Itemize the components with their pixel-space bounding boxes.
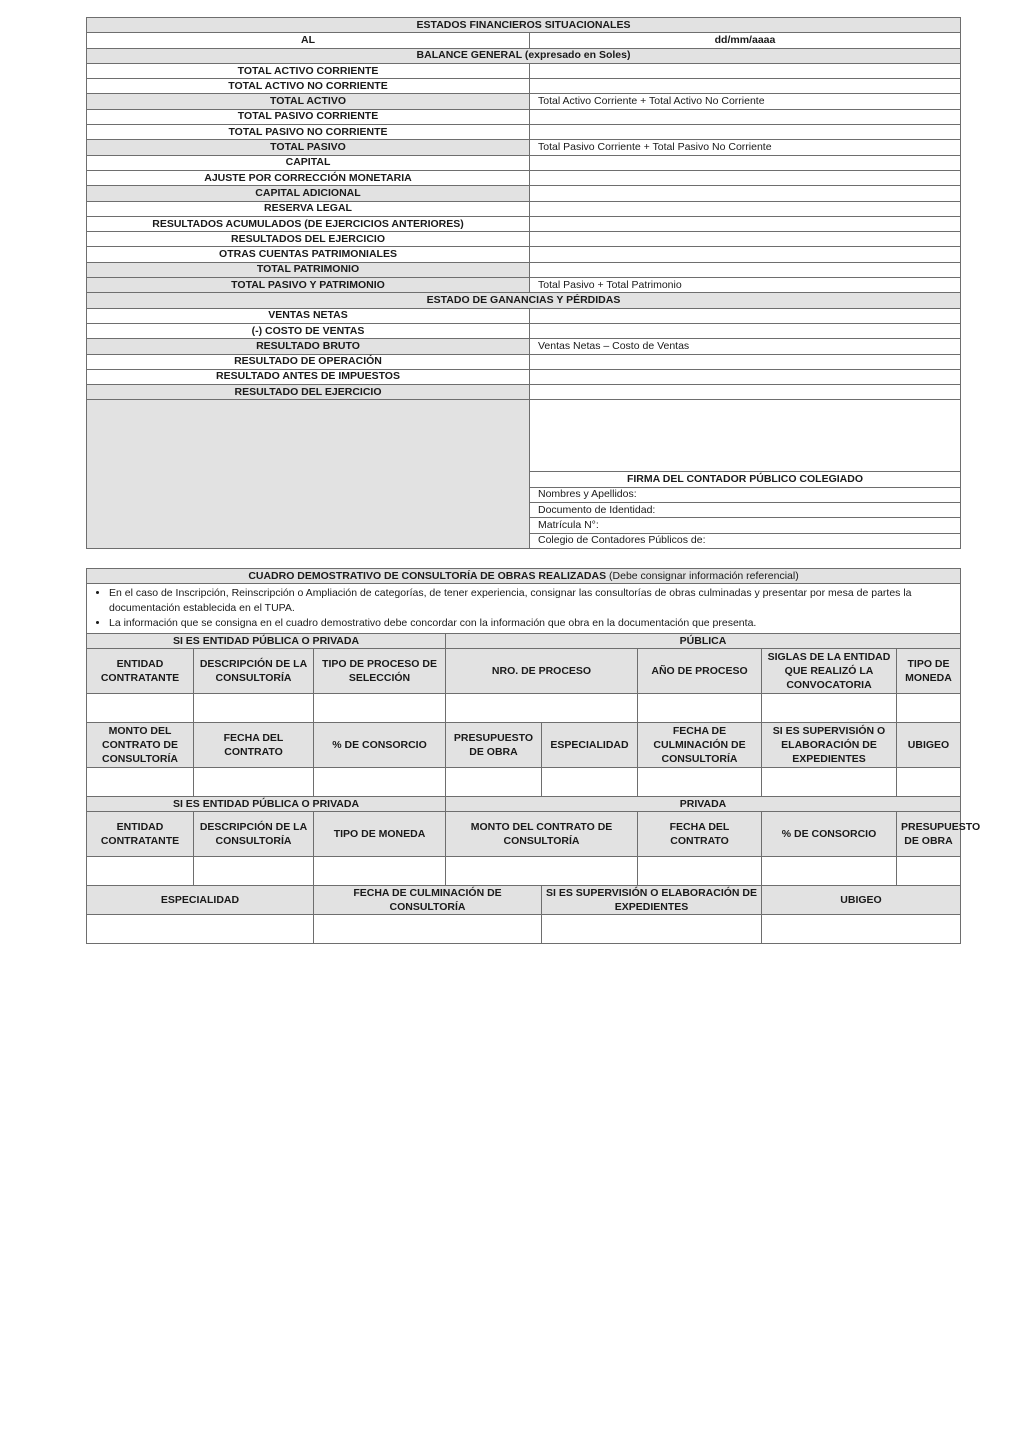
priv-h2-ubigeo: UBIGEO <box>762 886 961 915</box>
balance-row-label: TOTAL PASIVO <box>87 140 530 155</box>
pub-cell-siglas[interactable] <box>762 694 897 723</box>
priv-h1-tipo-moneda: TIPO DE MONEDA <box>314 812 446 857</box>
pub-h1-tipo-proceso: TIPO DE PROCESO DE SELECCIÓN <box>314 649 446 694</box>
balance-row-value[interactable] <box>530 201 961 216</box>
priv-h1-consorcio: % DE CONSORCIO <box>762 812 897 857</box>
pub-h2-ubigeo: UBIGEO <box>897 723 961 768</box>
ganancias-row-value[interactable] <box>530 354 961 369</box>
pub-cell-fecha-contrato[interactable] <box>194 768 314 797</box>
balance-row-value[interactable]: Total Pasivo + Total Patrimonio <box>530 278 961 293</box>
note-item: • La información que se consigna en el cuadro demostrativo debe concordar con la información que obra en la documentación que presenta. <box>109 616 956 631</box>
ganancias-row-value[interactable] <box>530 308 961 323</box>
estados-financieros-table <box>86 17 961 549</box>
balance-row-value[interactable] <box>530 247 961 262</box>
pub-h1-entidad: ENTIDAD CONTRATANTE <box>87 649 194 694</box>
firma-field[interactable]: Documento de Identidad: <box>530 503 961 518</box>
balance-row-label: TOTAL ACTIVO NO CORRIENTE <box>87 79 530 94</box>
balance-title: BALANCE GENERAL (expresado en Soles) <box>87 48 961 63</box>
priv-cell-entidad[interactable] <box>87 857 194 886</box>
ganancias-row-value[interactable] <box>530 385 961 400</box>
ganancias-row-label: RESULTADO DEL EJERCICIO <box>87 385 530 400</box>
pub-h2-presupuesto: PRESUPUESTO DE OBRA <box>446 723 542 768</box>
priv-cell-fecha-culminacion[interactable] <box>314 915 542 944</box>
priv-h1-fecha-contrato: FECHA DEL CONTRATO <box>638 812 762 857</box>
firma-field[interactable]: Nombres y Apellidos: <box>530 487 961 502</box>
pub-cell-entidad[interactable] <box>87 694 194 723</box>
balance-row-value[interactable] <box>530 125 961 140</box>
priv-cell-consorcio[interactable] <box>762 857 897 886</box>
balance-row-value[interactable]: Total Activo Corriente + Total Activo No Corriente <box>530 94 961 109</box>
pub-h2-fecha-culminacion: FECHA DE CULMINACIÓN DE CONSULTORÍA <box>638 723 762 768</box>
balance-row-label: RESULTADOS ACUMULADOS (DE EJERCICIOS ANTERIORES) <box>87 216 530 231</box>
balance-row-value[interactable] <box>530 232 961 247</box>
ganancias-row-label: RESULTADO BRUTO <box>87 339 530 354</box>
pub-cell-especialidad[interactable] <box>542 768 638 797</box>
pub-h2-consorcio: % DE CONSORCIO <box>314 723 446 768</box>
cuadro-demostrativo-table <box>86 568 981 944</box>
cuadro-title-text: CUADRO DEMOSTRATIVO DE CONSULTORÍA DE OBRAS REALIZADAS <box>248 570 607 582</box>
ganancias-row-label: RESULTADO ANTES DE IMPUESTOS <box>87 369 530 384</box>
ganancias-row-label: RESULTADO DE OPERACIÓN <box>87 354 530 369</box>
priv-h1-entidad: ENTIDAD CONTRATANTE <box>87 812 194 857</box>
priv-cell-fecha-contrato[interactable] <box>638 857 762 886</box>
pub-cell-tipo-moneda[interactable] <box>897 694 961 723</box>
cuadro-title-note: (Debe consignar información referencial) <box>609 570 799 582</box>
pub-cell-nro-proceso[interactable] <box>446 694 638 723</box>
balance-row-label: TOTAL PASIVO NO CORRIENTE <box>87 125 530 140</box>
ganancias-row-value[interactable]: Ventas Netas – Costo de Ventas <box>530 339 961 354</box>
priv-h1-descripcion: DESCRIPCIÓN DE LA CONSULTORÍA <box>194 812 314 857</box>
date-field[interactable]: dd/mm/aaaa <box>530 33 961 48</box>
priv-cell-descripcion[interactable] <box>194 857 314 886</box>
cuadro-title <box>87 569 961 584</box>
priv-h2-supervision: SI ES SUPERVISIÓN O ELABORACIÓN DE EXPEDIENTES <box>542 886 762 915</box>
balance-row-label: OTRAS CUENTAS PATRIMONIALES <box>87 247 530 262</box>
pub-h1-descripcion: DESCRIPCIÓN DE LA CONSULTORÍA <box>194 649 314 694</box>
balance-row-label: RESERVA LEGAL <box>87 201 530 216</box>
balance-row-label: TOTAL PATRIMONIO <box>87 262 530 277</box>
balance-row-label: AJUSTE POR CORRECCIÓN MONETARIA <box>87 170 530 185</box>
firma-title: FIRMA DEL CONTADOR PÚBLICO COLEGIADO <box>530 472 961 487</box>
priv-h2-especialidad: ESPECIALIDAD <box>87 886 314 915</box>
priv-h1-monto: MONTO DEL CONTRATO DE CONSULTORÍA <box>446 812 638 857</box>
balance-row-label: TOTAL ACTIVO CORRIENTE <box>87 63 530 78</box>
pub-h1-nro-proceso: NRO. DE PROCESO <box>446 649 638 694</box>
cuadro-notes <box>87 584 961 634</box>
ganancias-title: ESTADO DE GANANCIAS Y PÉRDIDAS <box>87 293 961 308</box>
estados-title: ESTADOS FINANCIEROS SITUACIONALES <box>87 18 961 33</box>
pub-cell-supervision[interactable] <box>762 768 897 797</box>
pub-cell-monto[interactable] <box>87 768 194 797</box>
balance-row-value[interactable] <box>530 186 961 201</box>
balance-row-value[interactable] <box>530 109 961 124</box>
pub-h2-supervision: SI ES SUPERVISIÓN O ELABORACIÓN DE EXPEDIENTES <box>762 723 897 768</box>
priv-h2-fecha-culminacion: FECHA DE CULMINACIÓN DE CONSULTORÍA <box>314 886 542 915</box>
privada-section-right: PRIVADA <box>446 797 961 812</box>
pub-h1-anio-proceso: AÑO DE PROCESO <box>638 649 762 694</box>
pub-h2-especialidad: ESPECIALIDAD <box>542 723 638 768</box>
pub-cell-presupuesto[interactable] <box>446 768 542 797</box>
balance-row-value[interactable] <box>530 170 961 185</box>
pub-cell-descripcion[interactable] <box>194 694 314 723</box>
pub-cell-anio-proceso[interactable] <box>638 694 762 723</box>
publica-section-left: SI ES ENTIDAD PÚBLICA O PRIVADA <box>87 634 446 649</box>
balance-row-value[interactable] <box>530 79 961 94</box>
balance-row-label: TOTAL PASIVO Y PATRIMONIO <box>87 278 530 293</box>
priv-cell-ubigeo[interactable] <box>762 915 961 944</box>
priv-cell-tipo-moneda[interactable] <box>314 857 446 886</box>
priv-cell-especialidad[interactable] <box>87 915 314 944</box>
publica-section-right: PÚBLICA <box>446 634 961 649</box>
balance-row-label: TOTAL PASIVO CORRIENTE <box>87 109 530 124</box>
priv-cell-presupuesto[interactable] <box>897 857 961 886</box>
al-label: AL <box>87 33 530 48</box>
signature-shaded-area <box>87 400 530 548</box>
pub-cell-fecha-culminacion[interactable] <box>638 768 762 797</box>
ganancias-row-value[interactable] <box>530 369 961 384</box>
ganancias-row-label: (-) COSTO DE VENTAS <box>87 323 530 338</box>
note-item: • En el caso de Inscripción, Reinscripción o Ampliación de categorías, de tener experiencia, consignar las consultorías de obras culminadas y presentar por mesa de partes la documentación establecida en el TUPA. <box>109 586 956 616</box>
pub-h2-fecha-contrato: FECHA DEL CONTRATO <box>194 723 314 768</box>
balance-row-label: RESULTADOS DEL EJERCICIO <box>87 232 530 247</box>
pub-cell-tipo-proceso[interactable] <box>314 694 446 723</box>
ganancias-row-label: VENTAS NETAS <box>87 308 530 323</box>
balance-row-value[interactable]: Total Pasivo Corriente + Total Pasivo No Corriente <box>530 140 961 155</box>
balance-row-value[interactable] <box>530 262 961 277</box>
pub-h1-siglas: SIGLAS DE LA ENTIDAD QUE REALIZÓ LA CONVOCATORIA <box>762 649 897 694</box>
firma-field[interactable]: Matrícula N°: <box>530 518 961 533</box>
balance-row-value[interactable] <box>530 155 961 170</box>
pub-h2-monto: MONTO DEL CONTRATO DE CONSULTORÍA <box>87 723 194 768</box>
balance-row-label: TOTAL ACTIVO <box>87 94 530 109</box>
balance-row-value[interactable] <box>530 216 961 231</box>
ganancias-row-value[interactable] <box>530 323 961 338</box>
balance-row-value[interactable] <box>530 63 961 78</box>
privada-section-left: SI ES ENTIDAD PÚBLICA O PRIVADA <box>87 797 446 812</box>
priv-cell-monto[interactable] <box>446 857 638 886</box>
balance-row-label: CAPITAL ADICIONAL <box>87 186 530 201</box>
pub-cell-ubigeo[interactable] <box>897 768 961 797</box>
priv-h1-presupuesto: PRESUPUESTO DE OBRA <box>897 812 961 857</box>
firma-field[interactable]: Colegio de Contadores Públicos de: <box>530 533 961 548</box>
priv-cell-supervision[interactable] <box>542 915 762 944</box>
pub-cell-consorcio[interactable] <box>314 768 446 797</box>
pub-h1-tipo-moneda: TIPO DE MONEDA <box>897 649 961 694</box>
signature-box[interactable] <box>530 400 961 472</box>
balance-row-label: CAPITAL <box>87 155 530 170</box>
